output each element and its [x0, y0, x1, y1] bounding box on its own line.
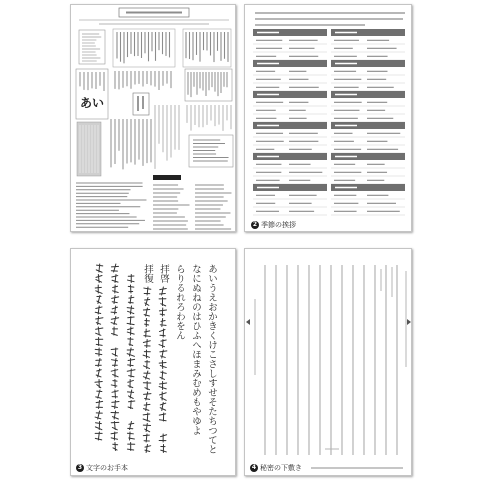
handwritten-character	[96, 264, 103, 272]
handwritten-character	[111, 380, 117, 388]
guide-sheet-page	[244, 248, 412, 476]
handwritten-character	[159, 298, 166, 306]
handwritten-character	[113, 443, 118, 451]
handwritten-character	[113, 285, 119, 293]
handwritten-character	[127, 432, 134, 440]
guide-sheet-lines	[245, 249, 412, 476]
handwritten-character	[96, 401, 102, 409]
seasonal-greetings-page	[244, 4, 412, 232]
handwritten-character	[127, 317, 134, 325]
table-header	[153, 175, 181, 180]
handwritten-character	[160, 371, 166, 379]
page-number-badge: 3	[77, 464, 83, 471]
handwritten-character	[159, 382, 167, 390]
handwritten-character	[95, 422, 102, 430]
handwritten-character	[95, 411, 102, 419]
handwritten-character	[144, 392, 151, 400]
handwritten-character	[159, 413, 166, 421]
handwritten-character	[127, 443, 134, 451]
page-caption-text: 文字のお手本	[86, 464, 128, 472]
handwritten-character	[96, 338, 103, 346]
page-caption-text: 秘密の下敷き	[260, 464, 302, 472]
handwritten-character	[111, 264, 118, 272]
handwritten-character	[112, 359, 118, 367]
handwritten-character	[128, 380, 134, 388]
seasonal-greetings-table	[245, 5, 412, 232]
handwritten-character	[97, 296, 101, 304]
handwritten-character	[159, 434, 166, 442]
handwritten-character	[143, 350, 150, 358]
example-box	[133, 93, 149, 115]
handwritten-character	[143, 361, 149, 369]
triangle-left-icon	[246, 319, 250, 325]
handwritten-character	[128, 338, 133, 346]
handwritten-character	[127, 275, 134, 283]
handwritten-character	[161, 445, 167, 453]
handwritten-character	[127, 390, 133, 398]
calligraphy-column-5: 拝復	[142, 264, 153, 283]
calligraphy-column-4: 拝啓	[158, 264, 169, 283]
handwritten-character	[159, 340, 166, 348]
handwritten-character	[112, 390, 118, 398]
mini-page-diagram	[79, 30, 105, 64]
large-sample-characters: あい	[79, 96, 104, 110]
handwritten-character	[127, 369, 135, 377]
handwritten-character	[159, 308, 166, 316]
handwritten-character	[111, 317, 119, 325]
handwritten-character	[143, 403, 150, 411]
handwritten-character	[111, 432, 118, 440]
handwritten-character	[143, 340, 150, 348]
handwritten-character	[127, 327, 134, 335]
handwritten-character	[127, 306, 134, 314]
handwritten-character	[95, 359, 101, 367]
handwritten-character	[128, 296, 133, 304]
handwritten-character	[159, 287, 166, 295]
handwritten-character	[143, 413, 150, 421]
page-number-badge: 2	[252, 221, 258, 228]
calligraphy-column-3: らりるれろわをん	[174, 264, 185, 340]
handwritten-character	[111, 348, 118, 356]
handwritten-character	[143, 434, 149, 442]
handwritten-character	[160, 319, 166, 327]
page-caption	[250, 464, 302, 472]
handwritten-character	[128, 401, 135, 409]
handwritten-character	[128, 285, 134, 293]
handwritten-character	[160, 403, 166, 411]
calligraphy-column-1: あいうえおかきくけこさしすせそたちつてと	[206, 264, 217, 454]
handwritten-character	[96, 317, 103, 325]
handwritten-character	[96, 369, 101, 377]
handwritten-character	[145, 319, 150, 327]
handwritten-character	[160, 392, 167, 400]
handwritten-character	[143, 308, 149, 316]
usage-guide-illustration	[71, 5, 236, 232]
handwritten-character	[127, 348, 134, 356]
handwritten-character	[159, 329, 165, 337]
handwritten-character	[111, 411, 119, 419]
handwritten-character	[96, 275, 102, 283]
handwritten-character	[96, 390, 102, 398]
calligraphy-sample-page	[70, 248, 236, 476]
calligraphy-column-2: なにぬねのはひふへほまみむめもやゆよ	[190, 264, 201, 435]
handwritten-character	[144, 287, 151, 295]
handwritten-character	[143, 371, 150, 379]
handwritten-character	[112, 296, 119, 304]
triangle-right-icon	[407, 319, 411, 325]
handwritten-character	[111, 369, 118, 377]
page-caption	[76, 464, 128, 472]
handwritten-character	[143, 382, 150, 390]
handwritten-character	[111, 306, 117, 314]
usage-guide-page	[70, 4, 236, 232]
handwritten-character	[145, 445, 151, 453]
handwritten-character	[96, 327, 103, 335]
page-caption	[251, 221, 296, 229]
handwritten-character	[95, 432, 102, 440]
handwritten-character	[128, 422, 134, 430]
handwritten-character	[95, 380, 102, 388]
handwritten-character	[95, 348, 102, 356]
handwritten-character	[128, 359, 135, 367]
handwritten-character	[95, 306, 102, 314]
handwritten-character	[160, 350, 167, 358]
handwritten-character	[112, 275, 118, 283]
handwritten-character	[159, 361, 166, 369]
handwritten-character	[143, 424, 150, 432]
handwritten-character	[145, 298, 150, 306]
handwritten-character	[112, 401, 119, 409]
page-number-badge: 4	[251, 464, 257, 471]
handwritten-character	[95, 285, 102, 293]
handwritten-character	[144, 329, 150, 337]
page-caption-text: 季節の挨拶	[261, 221, 296, 229]
handwritten-character	[112, 327, 118, 335]
handwritten-character	[111, 422, 119, 430]
